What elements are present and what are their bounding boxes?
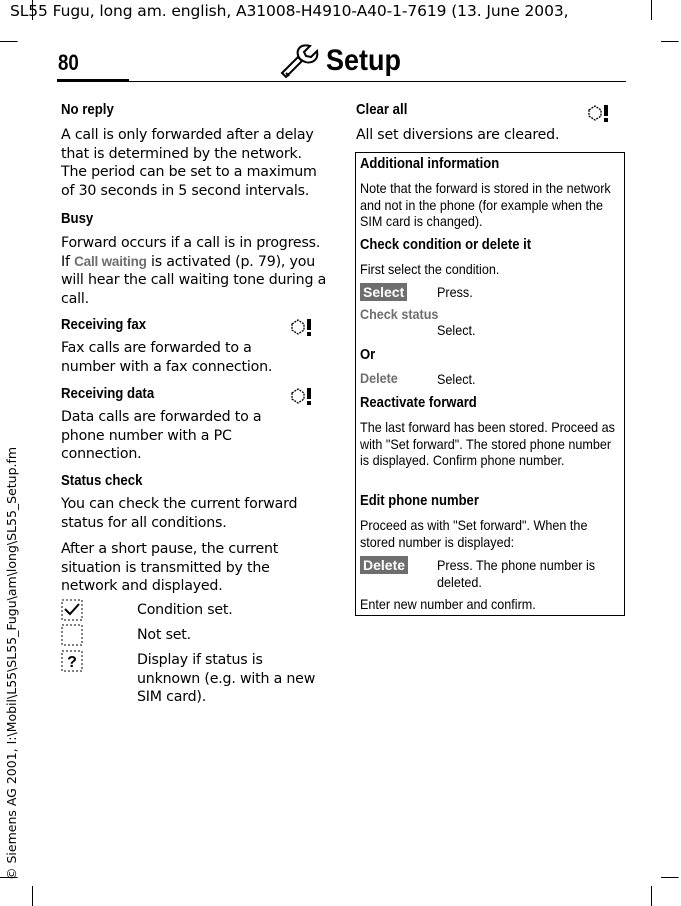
network-service-icon	[290, 387, 316, 407]
paragraph-no-reply: A call is only forwarded after a delay that is determined by the network. The period can be set to a maximum of 30 seconds in 5 second intervals.	[61, 127, 317, 199]
check-status-menu-item[interactable]: Check status	[360, 306, 439, 322]
paragraph-receiving-data: Data calls are forwarded to a phone number with a PC connection.	[61, 409, 262, 462]
delete-menu-item[interactable]: Delete	[360, 370, 398, 386]
paragraph-receiving-fax: Fax calls are forwarded to a number with a fax connection.	[61, 340, 273, 375]
check-intro: First select the condition.	[360, 261, 500, 277]
page-number: 80	[58, 50, 79, 75]
legend-not-set: Not set.	[137, 627, 191, 643]
legend-condition-set: Condition set.	[137, 602, 233, 618]
check-status-instruction: Select.	[437, 322, 476, 338]
delete-softkey[interactable]: Delete	[360, 556, 408, 574]
section-title-text: Setup	[326, 44, 402, 77]
or-label: Or	[360, 347, 376, 363]
wrench-icon	[280, 43, 320, 79]
reactivate-body: The last forward has been stored. Proceed as with "Set forward". The stored phone number is displayed. Confirm phone number.	[360, 419, 615, 468]
heading-clear-all: Clear all	[356, 101, 408, 118]
heading-reactivate-forward: Reactivate forward	[360, 395, 477, 411]
header-rule-thick	[57, 79, 129, 82]
legend-status-unknown: Display if status is unknown (e.g. with a new SIM card).	[137, 652, 316, 705]
heading-busy: Busy	[61, 210, 94, 227]
crop-mark	[661, 41, 679, 42]
heading-edit-phone-number: Edit phone number	[360, 493, 479, 509]
edit-body: Proceed as with "Set forward". When the stored number is displayed:	[360, 517, 588, 550]
heading-receiving-fax: Receiving fax	[61, 316, 147, 333]
delete-instruction: Select.	[437, 371, 476, 387]
heading-receiving-data: Receiving data	[61, 385, 155, 402]
enter-new-number: Enter new number and confirm.	[360, 596, 536, 612]
paragraph-busy	[61, 234, 329, 308]
heading-no-reply: No reply	[61, 101, 114, 118]
paragraph-status-check-1: You can check the current forward status for all conditions.	[61, 496, 298, 531]
checkbox-empty-icon	[61, 624, 83, 646]
box-title: Additional information	[360, 156, 500, 172]
svg-text:?: ?	[67, 654, 77, 671]
select-softkey[interactable]: Select	[360, 283, 407, 301]
header-rule-thin	[129, 81, 626, 82]
delete-key-instruction: Press. The phone number is deleted.	[437, 557, 596, 590]
paragraph-status-check-2: After a short pause, the current situation is transmitted by the network and displayed.	[61, 541, 279, 594]
busy-text-1: Forward occurs if a call is in progress. If	[61, 235, 321, 270]
section-title	[280, 43, 409, 79]
crop-mark	[661, 877, 679, 878]
box-intro: Note that the forward is stored in the network and not in the phone (for example when the SIM card is changed).	[360, 180, 611, 229]
busy-text-2: is activated (p. 79), you will hear the call waiting tone during a call.	[61, 253, 327, 307]
crop-mark	[0, 41, 18, 42]
file-path-sidebar: © Siemens AG 2001, I:\Mobil\L55\SL55_Fugu\am\long\SL55_Setup.fm	[4, 446, 19, 880]
network-service-icon	[290, 318, 316, 338]
network-service-icon	[587, 104, 613, 124]
select-instruction: Press.	[437, 284, 473, 300]
paragraph-clear-all: All set diversions are cleared.	[356, 127, 560, 143]
crop-mark	[651, 886, 652, 906]
crop-mark	[32, 886, 33, 906]
question-box-icon	[61, 650, 83, 672]
call-waiting-link: Call waiting	[74, 253, 147, 269]
heading-status-check: Status check	[61, 472, 143, 489]
checkbox-checked-icon	[61, 599, 83, 621]
heading-check-condition: Check condition or delete it	[360, 237, 532, 253]
running-head: SL55 Fugu, long am. english, A31008-H4910-A40-1-7619 (13. June 2003,	[10, 2, 569, 20]
